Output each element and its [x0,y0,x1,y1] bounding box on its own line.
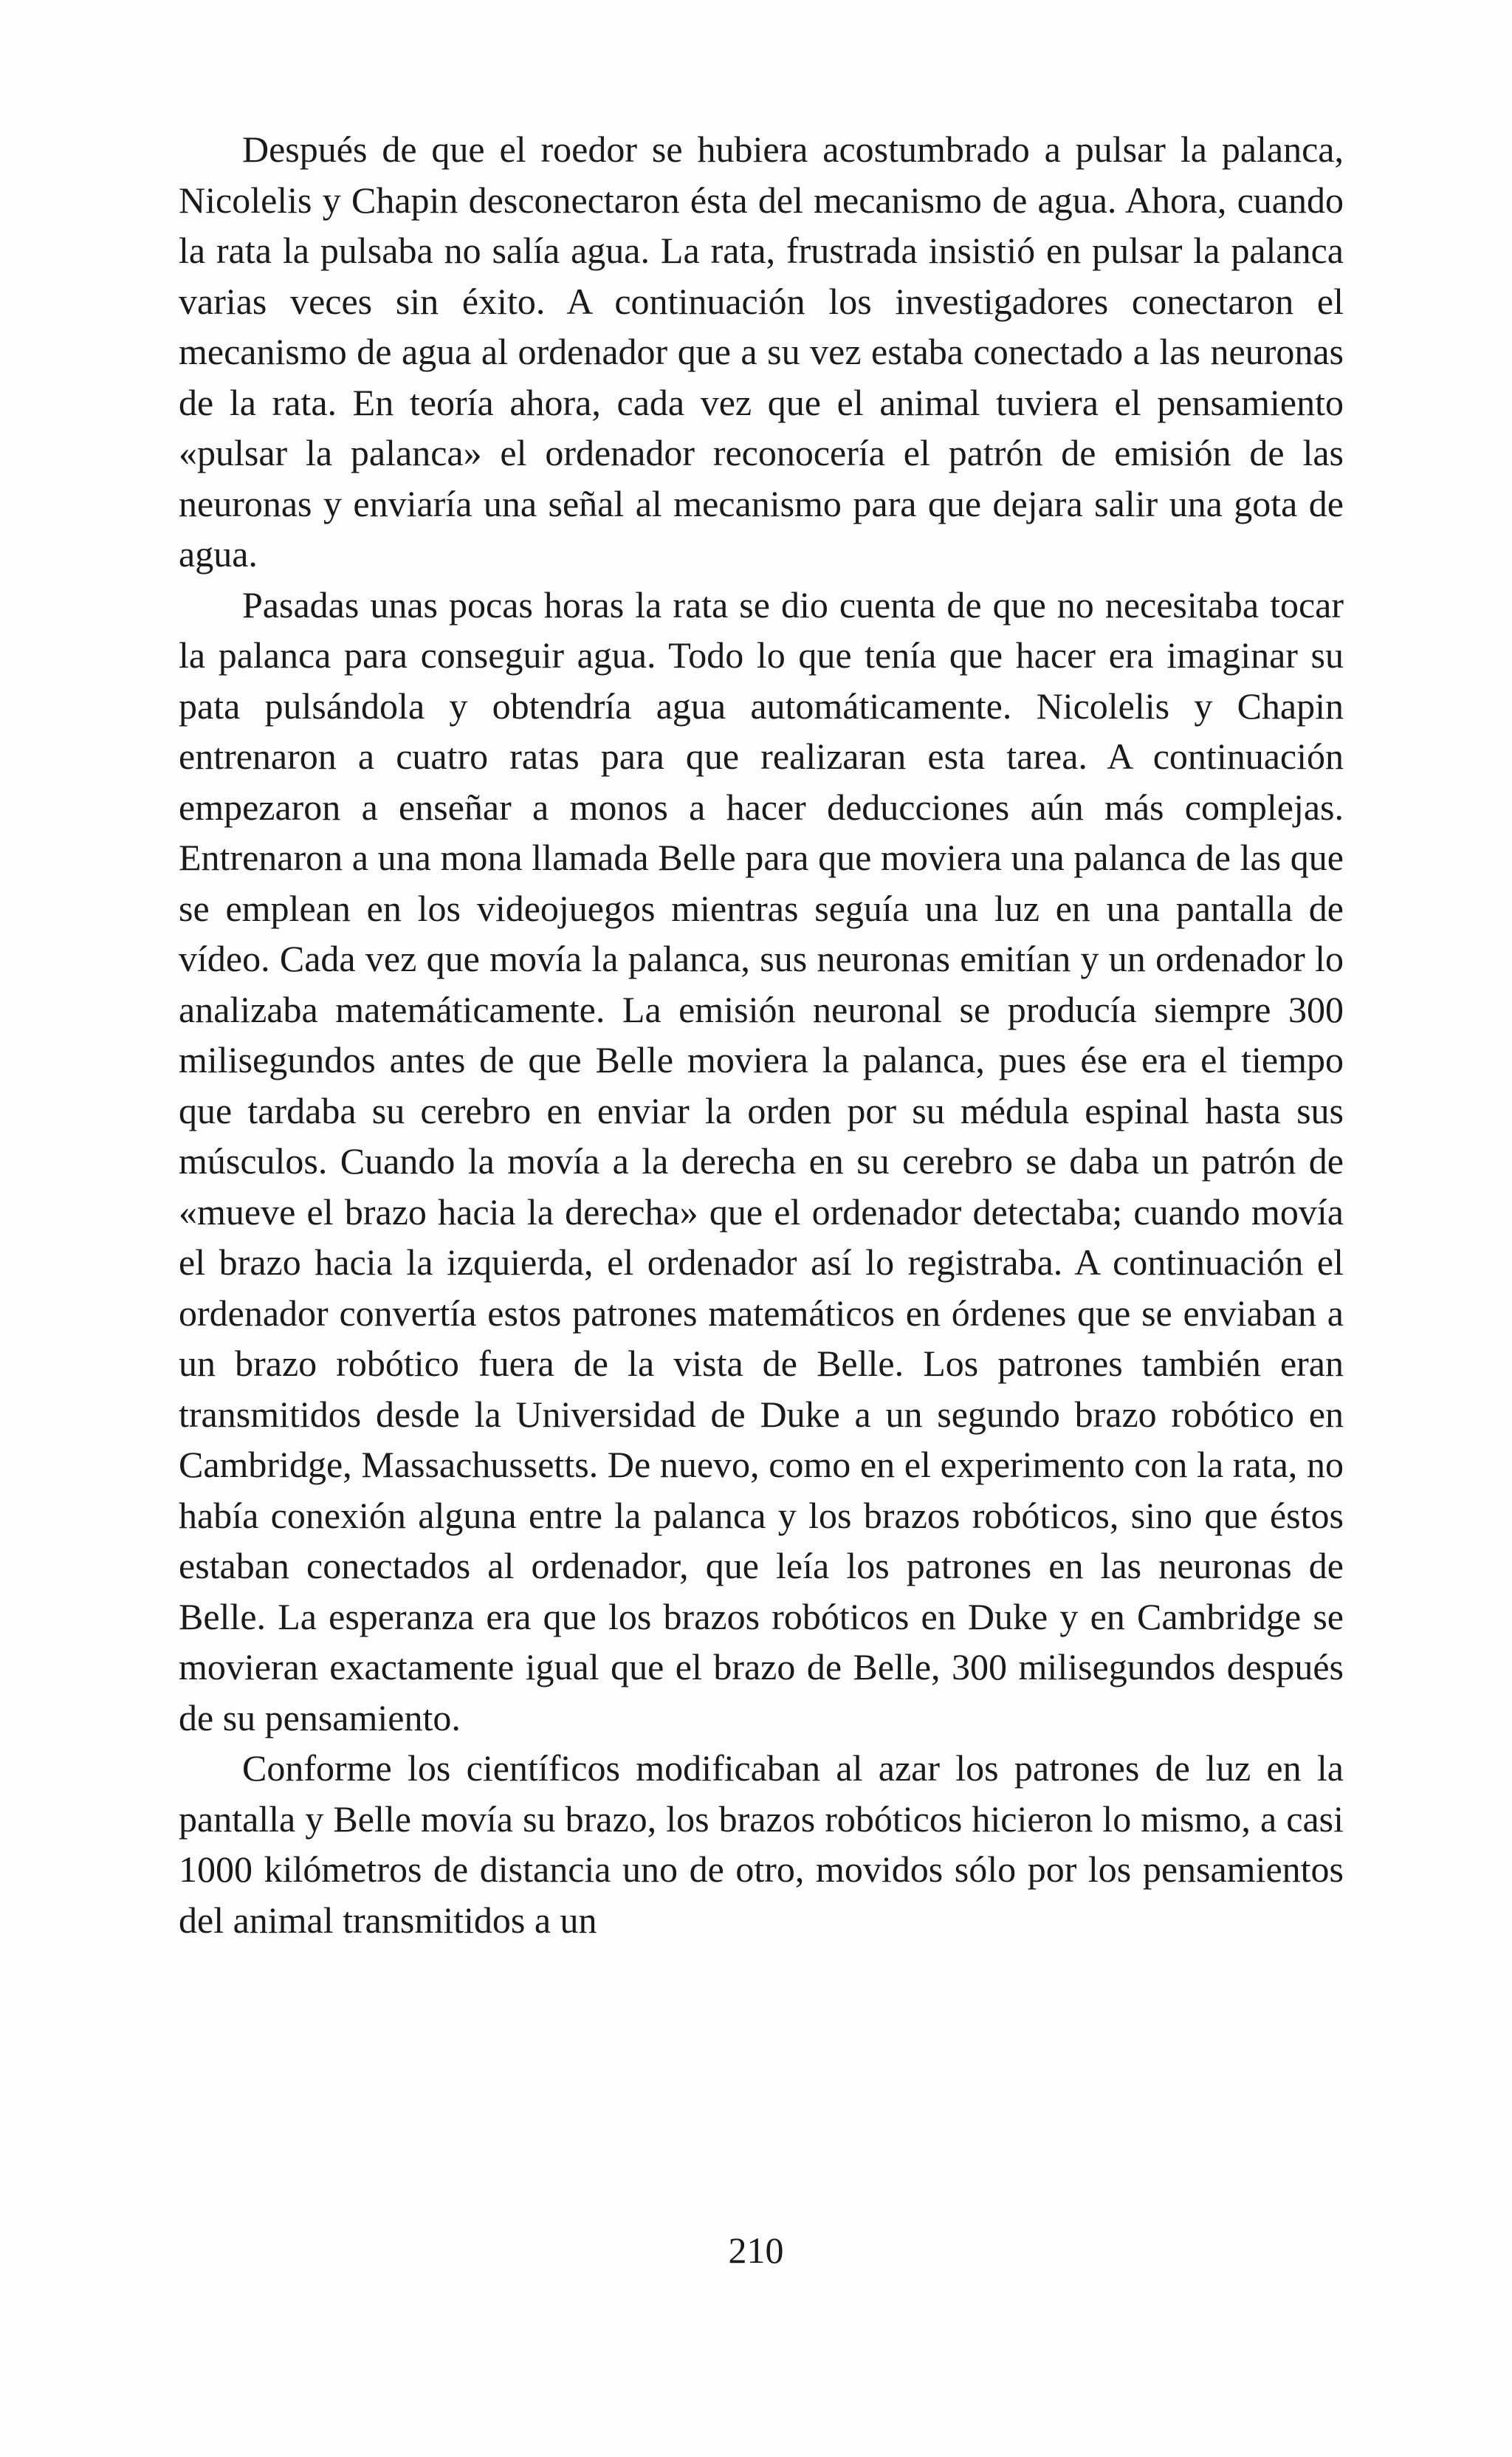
paragraph-3: Conforme los científicos modificaban al azar los patrones de luz en la pantalla y Belle movía su brazo, los brazos robóticos hicieron lo mismo, a casi 1000 kilómetros de distancia uno de otro, movidos sólo por los pensamientos del animal transmitidos a un [179,1747,1344,1941]
paragraph-2: Pasadas unas pocas horas la rata se dio cuenta de que no necesitaba tocar la palanca para conseguir agua. Todo lo que tenía que hacer era imaginar su pata pulsándola y obtendría agua automáticamente. Nicolelis y Chapin entrenaron a cuatro ratas para que realizaran esta tarea. A continuación empezaron a enseñar a monos a hacer deducciones aún más complejas. Entrenaron a una mona llamada Belle para que moviera una palanca de las que se emplean en los videojuegos mientras seguía una luz en una pantalla de vídeo. Cada vez que movía la palanca, sus neuronas emitían y un ordenador lo analizaba matemáticamente. La emisión neuronal se producía siempre 300 milisegundos antes de que Belle moviera la palanca, pues ése era el tiempo que tardaba su cerebro en enviar la orden por su médula espinal hasta sus músculos. Cuando la movía a la derecha en su cerebro se daba un patrón de «mueve el brazo hacia la derecha» que el ordenador detectaba; cuando movía el brazo hacia la izquierda, el ordenador así lo registraba. A continuación el ordenador convertía estos patrones matemáticos en órdenes que se enviaban a un brazo robótico fuera de la vista de Belle. Los patrones también eran transmitidos desde la Universidad de Duke a un segundo brazo robótico en Cambridge, Massachussetts. De nuevo, como en el experimento con la rata, no había conexión alguna entre la palanca y los brazos robóticos, sino que éstos estaban conectados al ordenador, que leía los patrones en las neuronas de Belle. La esperanza era que los brazos robóticos en Duke y en Cambridge se movieran exactamente igual que el brazo de Belle, 300 milisegundos después de su pensamiento. [179,583,1344,1738]
paragraph-1: Después de que el roedor se hubiera acostumbrado a pulsar la palanca, Nicolelis y Chapin desconectaron ésta del mecanismo de agua. Ahora, cuando la rata la pulsaba no salía agua. La rata, frustrada insistió en pulsar la palanca varias veces sin éxito. A continuación los investigadores conectaron el mecanismo de agua al ordenador que a su vez estaba conectado a las neuronas de la rata. En teoría ahora, cada vez que el animal tuviera el pensamiento «pulsar la palanca» el ordenador reconocería el patrón de emisión de las neuronas y enviaría una señal al mecanismo para que dejara salir una gota de agua. [179,128,1344,575]
page-number: 210 [728,2230,784,2271]
body-text [179,124,1344,1945]
